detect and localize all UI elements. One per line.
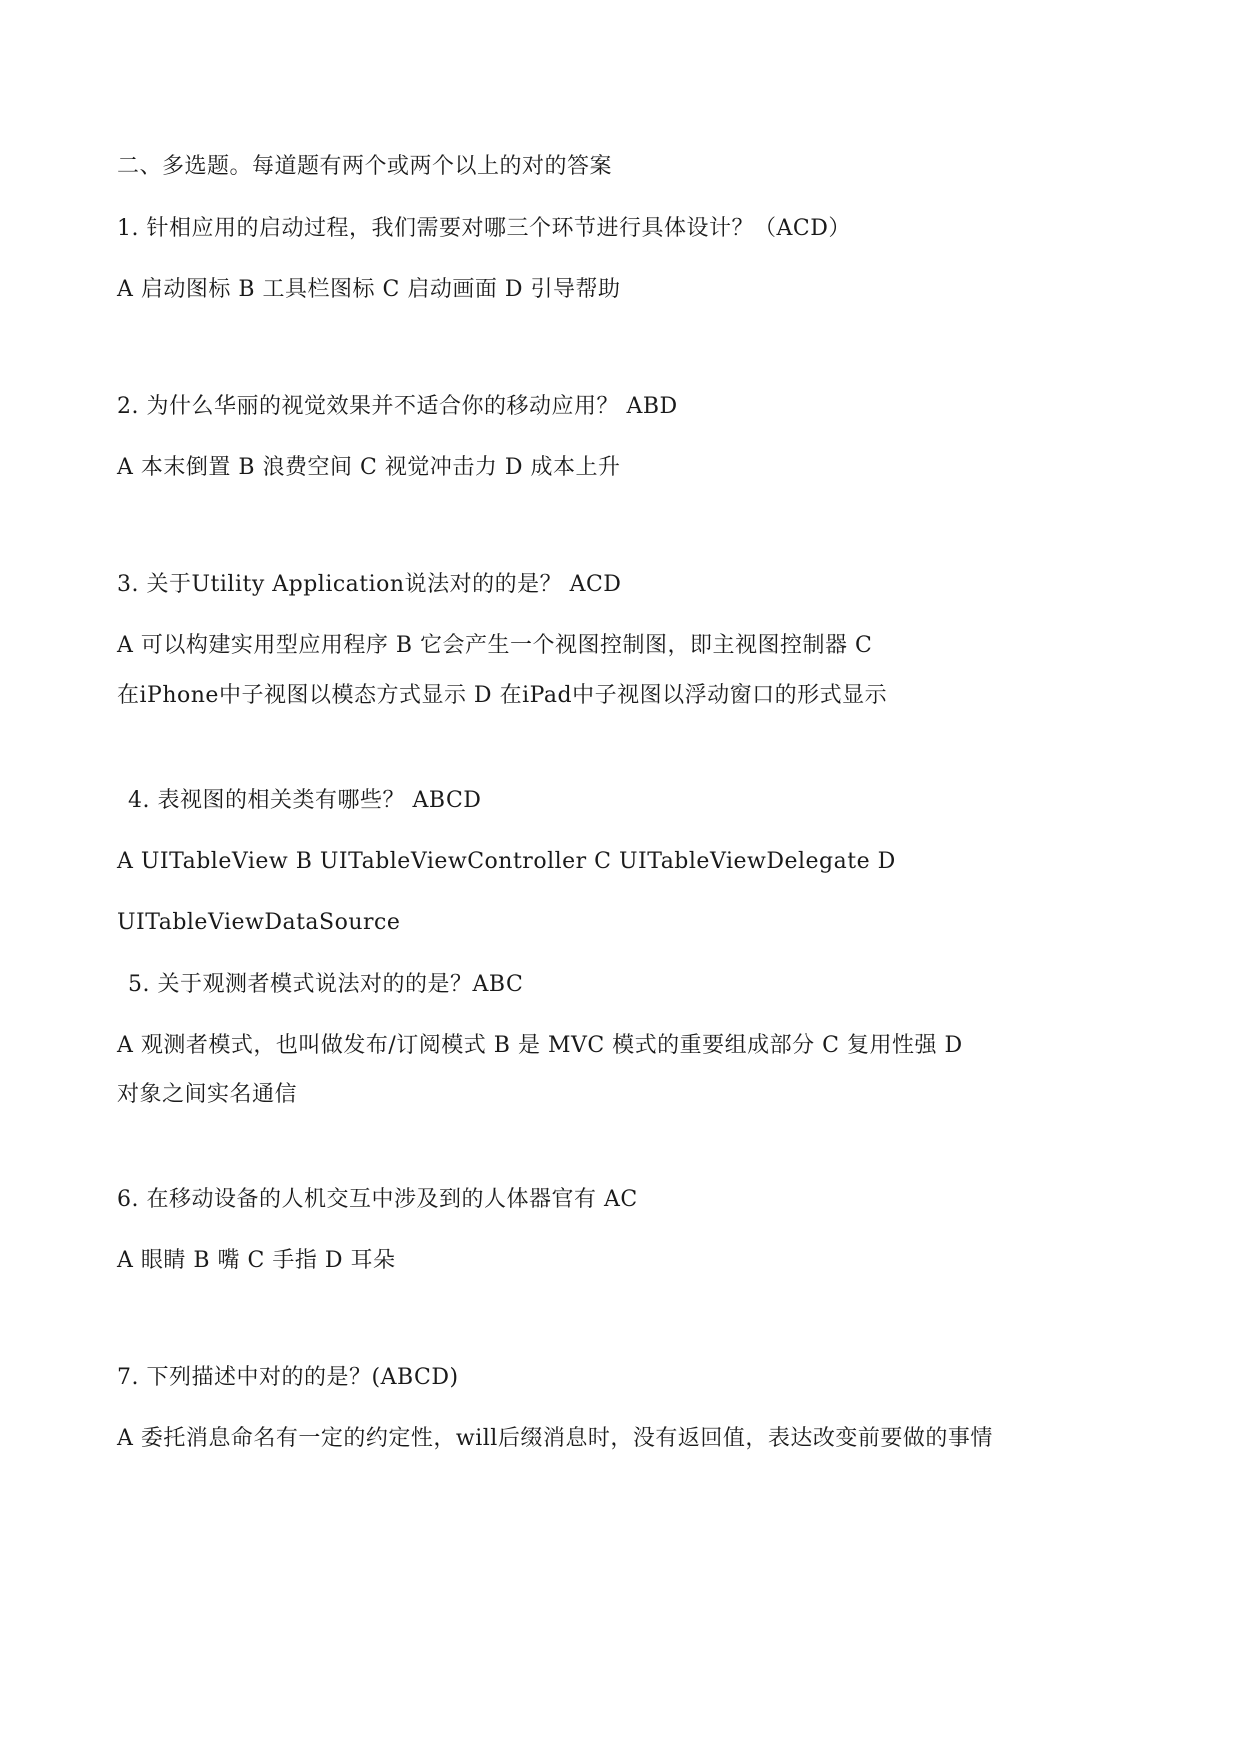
question-5-options-line-1: A 观测者模式，也叫做发布/订阅模式 B 是 MVC 模式的重要组成部分 C 复用性强 D: [117, 1033, 963, 1058]
section-title: 二、多选题。每道题有两个或两个以上的对的答案: [117, 154, 613, 179]
question-2-options: A 本末倒置 B 浪费空间 C 视觉冲击力 D 成本上升: [117, 455, 621, 480]
question-4-options-line-1: A UITableView B UITableViewController C UITableViewDelegate D: [117, 849, 896, 874]
question-7-stem: 7. 下列描述中对的的是？(ABCD): [117, 1365, 459, 1390]
question-3-stem: 3. 关于Utility Application说法对的的是？ ACD: [117, 572, 622, 597]
question-6-stem: 6. 在移动设备的人机交互中涉及到的人体器官有 AC: [117, 1187, 638, 1212]
question-6-options: A 眼睛 B 嘴 C 手指 D 耳朵: [117, 1248, 396, 1273]
question-3-options-line-1: A 可以构建实用型应用程序 B 它会产生一个视图控制图，即主视图控制器 C: [117, 633, 873, 658]
question-1-stem: 1. 针相应用的启动过程，我们需要对哪三个环节进行具体设计？（ACD）: [117, 216, 851, 241]
question-3-options-line-2: 在iPhone中子视图以模态方式显示 D 在iPad中子视图以浮动窗口的形式显示: [117, 683, 888, 708]
question-7-options: A 委托消息命名有一定的约定性，will后缀消息时，没有返回值，表达改变前要做的事情: [117, 1426, 993, 1451]
question-2-stem: 2. 为什么华丽的视觉效果并不适合你的移动应用？ ABD: [117, 394, 678, 419]
question-1-options: A 启动图标 B 工具栏图标 C 启动画面 D 引导帮助: [117, 277, 621, 302]
question-5-options-line-2: 对象之间实名通信: [117, 1082, 298, 1107]
question-4-stem: 4. 表视图的相关类有哪些？ ABCD: [128, 788, 482, 813]
question-5-stem: 5. 关于观测者模式说法对的的是？ABC: [128, 972, 524, 997]
question-4-options-line-2: UITableViewDataSource: [117, 910, 401, 935]
